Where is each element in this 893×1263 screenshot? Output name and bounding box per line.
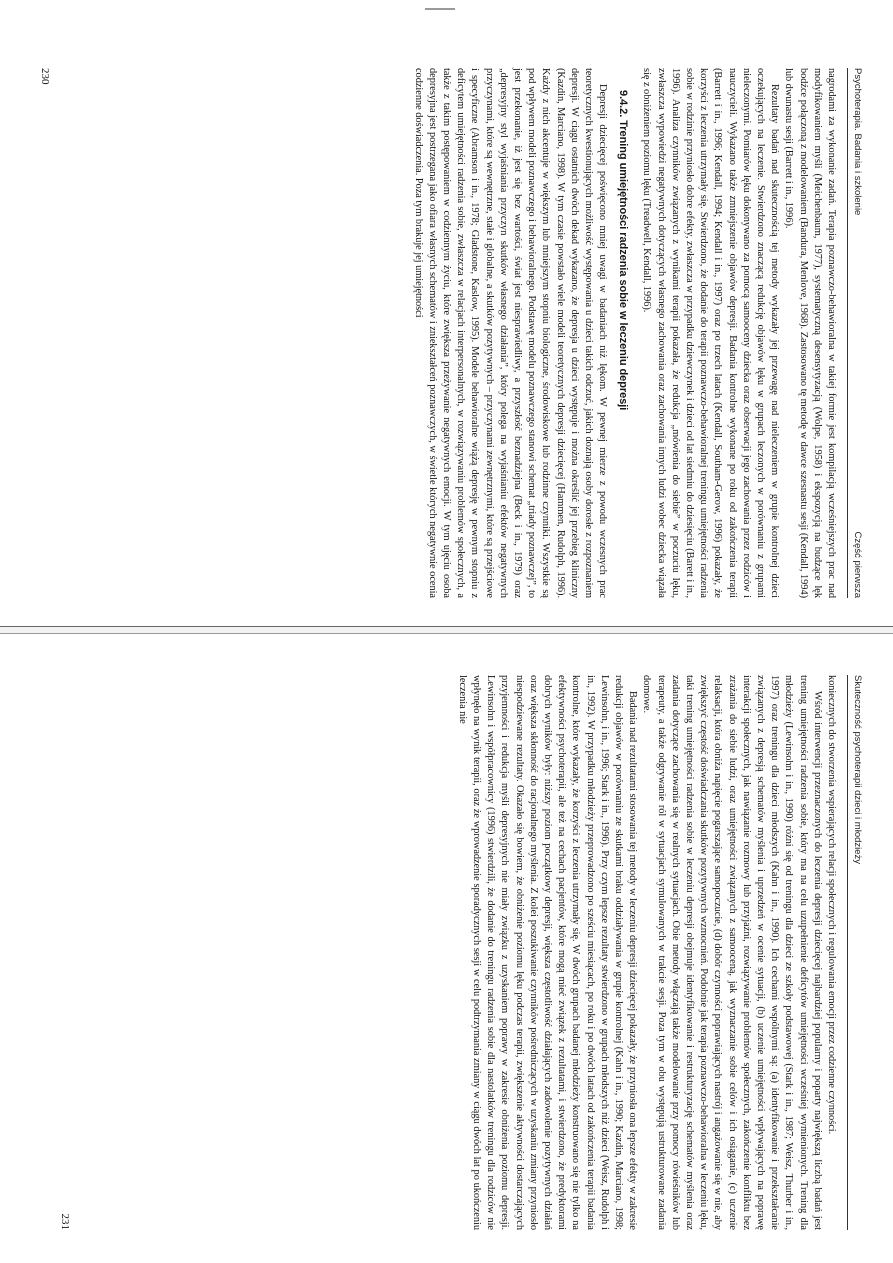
running-head-part: Część pierwsza	[852, 531, 863, 598]
running-head-title: Skuteczność psychoterapii dzieci i młodzieży	[852, 675, 863, 865]
section-heading: 9.4.2. Trening umiejętności radzenia sobie w leczeniu depresji	[617, 90, 630, 411]
paragraph: koniecznych do stworzenia wspierających relacji społecznych i regulowania emocji przez codzienne czynności.	[826, 675, 837, 1135]
paragraph: Badania nad rezultatami stosowania tej metody w leczeniu depresji dziecięcej pokazały, że przyniosła ona lepsze efekty w zakresie redukcji objawów w porównaniu ze skutkami braku oddziaływania w grupie kontrolnej (Kahn i in., 1990; Kazdin, Marciano, 1998; Lewinsohn, i in., 1996; Stark i in., 1996). Przy czym lepsze rezultaty stwierdzono w grupach młodszych niż dzieci (Weisz, Rudolph i in., 1992). W przypadku młodzieży przeprowadzono po sześciu miesiącach, po roku i po dwóch latach od zakończenia terapii badania kontrolne, które wykazały, że korzyści z leczenia utrzymały się. W dwóch grupach badanej młodzieży konstruowano się nie tylko na efektywności psychoterapii, ale też na cechach pacjentów, które mogą mieć związek z rezultatami, i stwierdzono, że predyktorami dobrych wyników były: niższy poziom początkowy depresji, większa częstotliwość działających zadowolenie pozytywnych działań oraz większa skłonność do racjonalnego myślenia. Z kolei poszukiwanie czynników pośredniczących w uzyskaniu zmiany przyniosło niespodziewane rezultaty. Okazało się bowiem, że obniżenie poziomu lęku podczas terapii, zwiększenie aktywności dostarczających przyjemności i redukcja myśli depresyjnych nie miały związku z uzyskaniem poprawy w zakresie obniżenia poziomu depresji. Lewinsohn i współpracownicy (1996) stwierdzili, że dodanie do treningu radzenia sobie dla nastolatków treningu dla rodziców nie wpłynęło na wynik terapii, oraz że wprowadzenie sporadycznych sesji w celu podtrzymania zmiany w ciągu dwóch lat po ukończeniu leczenia nie	[456, 675, 639, 1230]
page-number: 231	[59, 1213, 71, 1230]
book-page-230	[39, 68, 864, 598]
paragraph: Wśród interwencji przeznaczonych do leczenia depresji dziecięcej najbardziej popularny i poparty największą liczbą badań jest trening umiejętności radzenia sobie, który ma na celu uzupełnienie deficytów umiejętności wcześniej wymienionych. Trening dla młodzieży (Lewinsohn i in., 1990) różni się od treningu dla dzieci ze szkoły podstawowej (Stark i in., 1987; Weisz, Thurber i in., 1997) oraz treningu dla dzieci młodszych (Kahn i in., 1990). Ich cechami wspólnymi są: (a) identyfikowanie i przekształcanie związanych z depresją schematów myślenia i uprzedzeń w ocenie sytuacji, (b) uczenie umiejętności wpływających na poprawę interakcji społecznych, jak nawiązanie rozmowy lub przyjaźni, rozwiązywanie problemów społecznych, zakończenie konfliktu bez zrażania do siebie ludzi, oraz umiejętności związanych z samooceną, jak wyznaczanie sobie celów i ich osiąganie, (c) uczenie relaksacji, która obniża napięcie pogarszające samopoczucie, (d) dobór czynności poprawiających nastrój i angażowanie się w nie, aby zwiększyć częstość doświadczania skutków pozytywnych wzmocnień. Podobnie jak terapia poznawczo-behawioralna w leczeniu lęku, taki trening umiejętności radzenia sobie w leczeniu depresji obejmuje identyfikowanie i restrukturyzację schematów myślenia oraz zadania dotyczące zachowania się w realnych sytuacjach. Obie metody włączają także modelowanie przy pomocy rówieśników lub terapeuty, a także odgrywanie ról w sytuacjach symulowanych w trakcie sesji. Poza tym w obu występują ustrukturowane zadania domowe.	[641, 675, 823, 1230]
scan-speck	[425, 8, 455, 10]
paragraph: Depresji dziecięcej poświęcono mniej uwagi w badaniach niż lękom. W pewnej mierze z powodu wczesnych prac teoretycznych kwestionujących możliwość występowania u dzieci takich odczuć, jakich doznają osoby dorosłe z rozpoznaniem depresji. W ciągu ostatnich dwóch dekad wykazano, że depresja u dzieci występuje i można określić jej przebieg kliniczny (Kazdin, Marciano, 1998). W tym czasie powstało wiele modeli teoretycznych depresji dziecięcej (Hammen, Rudolph, 1996). Każdy z nich akcentuje w większym lub mniejszym stopniu biologiczne, środowiskowe lub rodzinne czynniki. Wszystkie są pod wpływem modeli poznawczego i behawioralnego. Podstawę modelu poznawczego stanowi schemat „triady poznawczej”, to jest przekonanie, iż jest się bez wartości, świat jest niesprawiedliwy, a przyszłość beznadziejna (Beck i in., 1979) oraz „depresyjny styl wyjaśniania przyczyn skutków własnego działania”, który polega na wyjaśnianiu efektów negatywnych przyczynami, które są wewnętrzne, stałe i globalne, a skutków pozytywnych – przyczynami zewnętrznymi, które są przejściowe i specyficzne (Abramson i in., 1978; Gladstone, Kaslow, 1995). Modele behawioralne wiążą depresję w pewnym stopniu z deficytem umiejętności radzenia sobie, zwłaszcza w relacjach interpersonalnych, w rozwiązywaniu problemów społecznych, a także z takim postępowaniem w codziennym życiu, które zwiększa przeżywanie negatywnych emocji. W tym ujęciu osoba depresyjna jest postrzegana jako ofiara własnych schematów i zniekształceń poznawczych, w świetle których negatywnie ocenia codzienne doświadczenia. Poza tym brakuje jej umiejętności	[412, 68, 609, 598]
running-head	[847, 675, 864, 1230]
book-page-231	[59, 675, 864, 1230]
paragraph: nagrodami za wykonanie zadań. Terapia poznawczo-behawioralna w takiej formie jest kompilacją wcześniejszych prac nad modyfikowaniem myśli (Meichenbaum, 1977), systematyczną desensytyzacją (Wolpe, 1958) i ekspozycją na budzące lęk bodźce połączoną z modelowaniem (Bandura, Menlove, 1968). Zastosowano tę metodę w dawce szesnastu sesji (Kendall, 1994) lub dwunastu sesji (Barrett i in., 1996).	[783, 68, 837, 598]
running-head	[847, 68, 864, 598]
page-body	[455, 675, 838, 1230]
running-head-title: Psychoterapia. Badania i szkolenie	[852, 68, 863, 216]
page-divider	[0, 626, 893, 634]
paragraph: Rezultaty badań nad skutecznością tej metody wykazały jej przewagę nad nieleczeniem w grupie kontrolnej dzieci oczekujących na leczenie. Stwierdzono znaczącą redukcję objawów lęku w grupach leczonych w porównaniu z grupami nieleczonymi. Pomiarów lęku dokonywano za pomocą samooceny dziecka oraz obserwacji jego zachowania przez rodziców i nauczycieli. Wykazano także zmniejszenie objawów depresji. Badania kontrolne wykonane po roku od zakończenia terapii (Barrett i in., 1996; Kendall, 1994; Kendall i in., 1997) oraz po trzech latach (Kendall, Southam-Gerow, 1996) pokazały, że korzyści z leczenia utrzymały się. Stwierdzono, że dodanie do terapii poznawczo-behawioralnej treningu umiejętności radzenia sobie w rodzinie przyniosło dobre efekty, zwłaszcza w przypadku dziewczynek i dzieci od lat siedmiu do dziesięciu (Barett i in., 1996). Analiza czynników związanych z wynikami terapii pokazała, że redukcja „mówienia do siebie” w poczuciu lęku, zwłaszcza wypowiedzi negatywnych dotyczących własnego zachowania oraz zachowania innych ludzi wobec dziecka wiązała się z obniżeniem poziomu lęku (Treadwell, Kendall, 1996).	[641, 68, 781, 598]
page-number: 230	[39, 68, 51, 85]
page-body	[410, 68, 838, 598]
